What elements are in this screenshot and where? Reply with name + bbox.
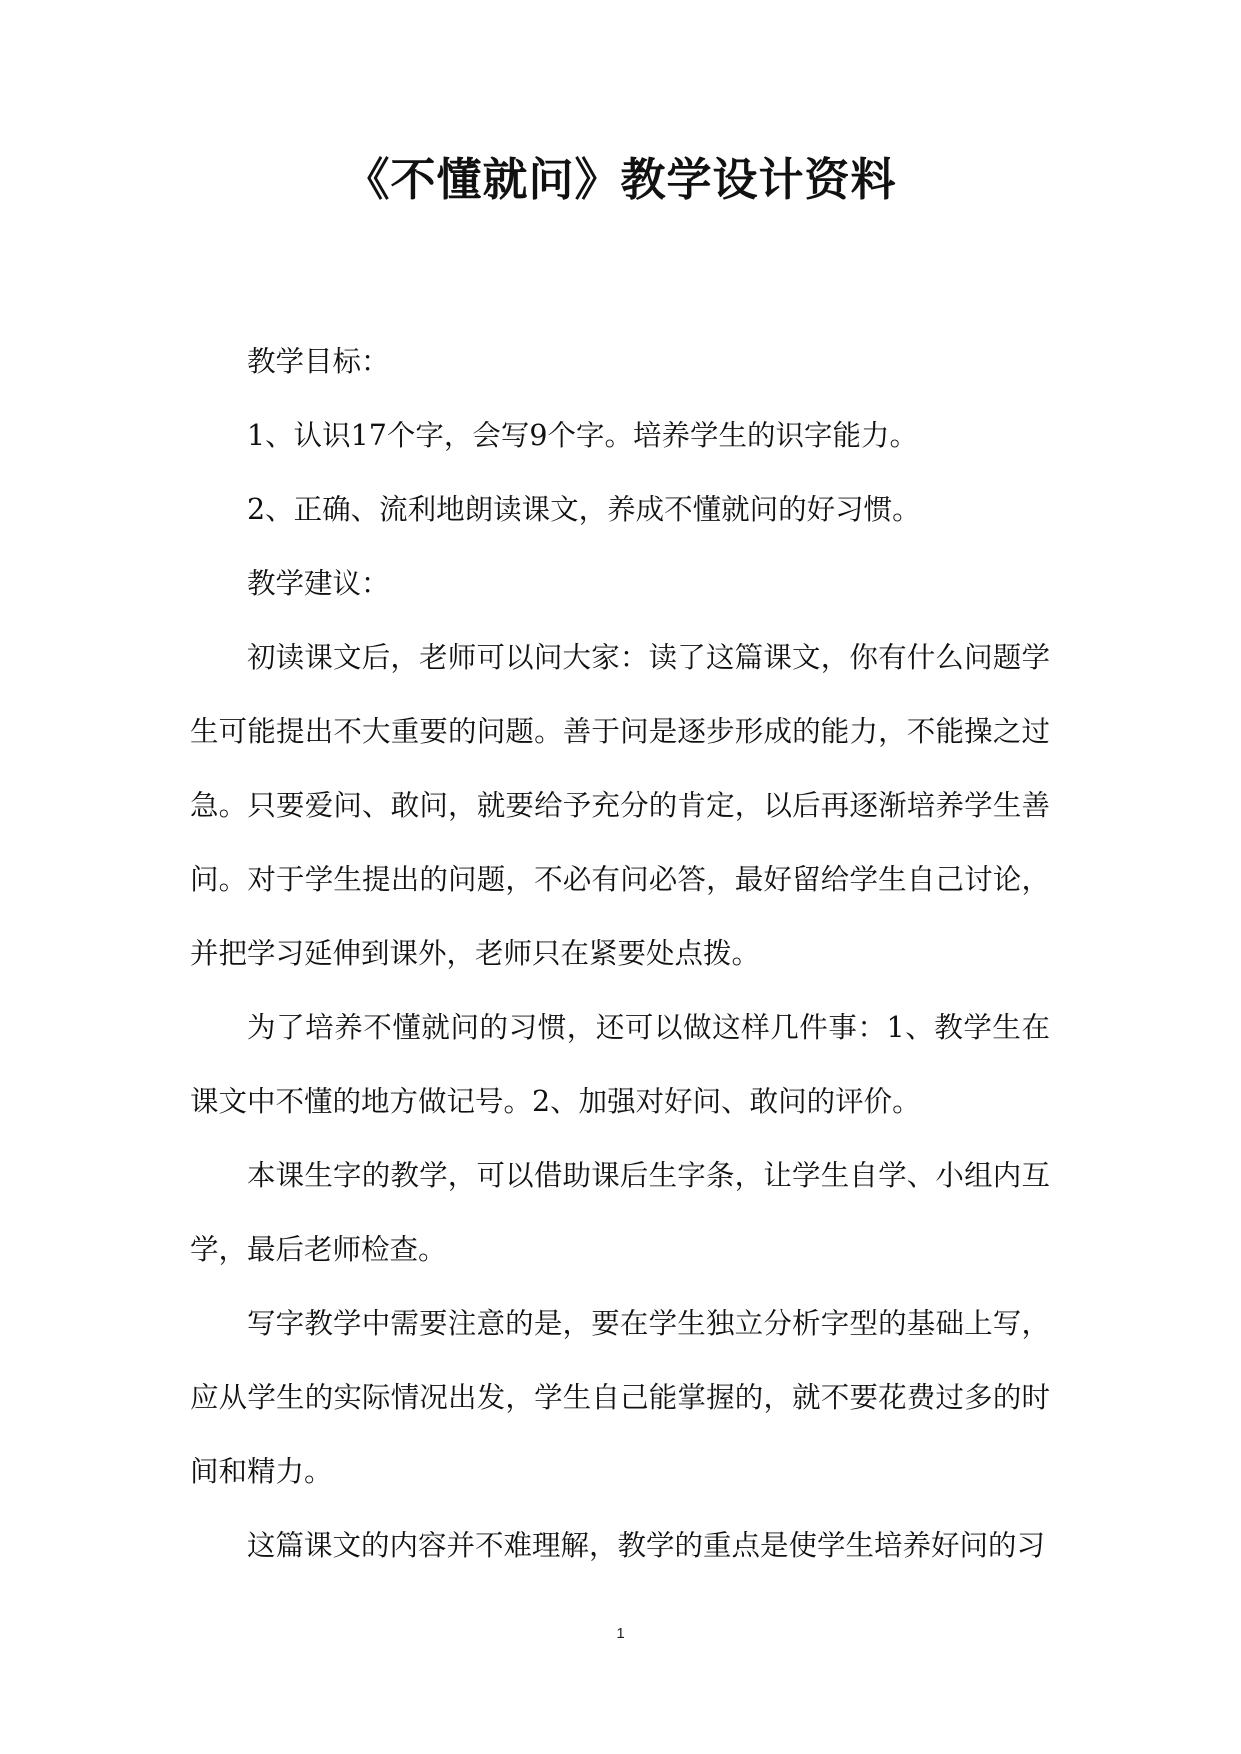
paragraph-suggestion-habits: 为了培养不懂就问的习惯，还可以做这样几件事：1、教学生在课文中不懂的地方做记号。2、加强对好问、敢问的评价。 xyxy=(190,1011,1050,1118)
paragraph-goal-1: 1、认识17个字，会写9个字。培养学生的识字能力。 xyxy=(247,419,919,452)
page-number: 1 xyxy=(616,1625,625,1642)
paragraph-teaching-suggestions-heading: 教学建议： xyxy=(247,567,390,600)
document-body xyxy=(190,325,1050,1583)
document-title: 《不懂就问》教学设计资料 xyxy=(344,153,897,206)
paragraph-suggestion-questions: 初读课文后，老师可以问大家：读了这篇课文，你有什么问题学生可能提出不大重要的问题。善于问是逐步形成的能力，不能操之过急。只要爱问、敢问，就要给予充分的肯定，以后再逐渐培养学生善问。对于学生提出的问题，不必有问必答，最好留给学生自己讨论，并把学习延伸到课外，老师只在紧要处点拨。 xyxy=(190,641,1050,970)
paragraph-suggestion-writing: 写字教学中需要注意的是，要在学生独立分析字型的基础上写，应从学生的实际情况出发，学生自己能掌握的，就不要花费过多的时间和精力。 xyxy=(190,1307,1050,1488)
paragraph-content-focus: 这篇课文的内容并不难理解，教学的重点是使学生培养好问的习 xyxy=(247,1529,1046,1562)
paragraph-goal-2: 2、正确、流利地朗读课文，养成不懂就问的好习惯。 xyxy=(247,493,921,526)
paragraph-teaching-goals-heading: 教学目标： xyxy=(247,345,390,378)
paragraph-suggestion-characters: 本课生字的教学，可以借助课后生字条，让学生自学、小组内互学，最后老师检查。 xyxy=(190,1159,1050,1266)
